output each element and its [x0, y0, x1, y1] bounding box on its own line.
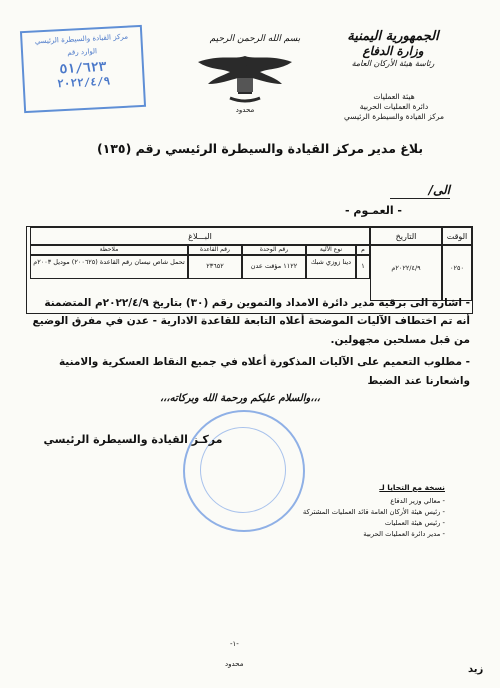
cc-heading: نسخة مع التحايا لـ	[379, 483, 445, 492]
col-vehicle: نوع الآلية	[306, 245, 356, 255]
classification-top: محدود	[235, 106, 255, 114]
row-unit: ١١٢٢ مؤقت عدن	[242, 255, 306, 279]
incoming-stamp	[20, 25, 146, 113]
cc-list	[255, 496, 445, 540]
cc-item-text: رئيس هيئة الأركان العامة قائد العمليات المشتركة	[302, 507, 441, 516]
row-vehicle: دينا زوزي شبك	[306, 255, 356, 279]
cc-item-text: معالي وزير الدفاع	[390, 497, 441, 505]
cc-item-text: مدير دائرة العمليات الحربية	[363, 529, 441, 538]
eagle-emblem-icon	[190, 48, 300, 104]
col-note: ملاحظة	[30, 245, 188, 255]
staff-name: رئاسة هيئة الأركان العامة	[351, 58, 435, 68]
stamp-number: ٥١/٦٢٣	[59, 59, 107, 78]
ministry-name: وزارة الدفاع	[362, 43, 424, 58]
recipient: - العمـوم -	[344, 204, 402, 217]
signature-title: مركـز القيادة والسيطرة الرئيسي	[43, 433, 223, 446]
cell-time: ٠٢٥٠	[442, 245, 472, 301]
stamp-org: مركز القيادة والسيطرة الرئيسي	[34, 32, 129, 46]
cell-date: ٢٠٢٢/٤/٩م	[370, 245, 442, 301]
body-paragraph-1: - اشارة الى برقية مدير دائرة الامداد والتموين رقم (٣٠) بتاريخ ٢٠٢٢/٤/٩م المتضمنة أنه تم اختطاف الآليات الموضحة أعلاه التابعة للقاعدة الادارية - عدن في مفرق الوضيع من قبل مسلحين مجهولين.	[32, 297, 470, 346]
cc-item: - معالي وزير الدفاع	[390, 497, 445, 505]
classification-bottom: محدود	[225, 660, 244, 668]
stamp-label: الوارد رقم	[67, 47, 98, 58]
department-line-2: دائرة العمليات الحربية	[359, 102, 429, 112]
to-label-text: الى	[433, 183, 450, 197]
stamp-date: ٢٠٢٢/٤/٩	[56, 74, 111, 91]
cc-item-text: رئيس هيئة العمليات	[384, 518, 441, 527]
to-underline	[390, 198, 450, 199]
page-number: -١-	[230, 640, 239, 648]
header-time: الوقت	[442, 227, 472, 245]
cc-item: - رئيس هيئة العمليات	[384, 518, 445, 527]
to-label: الى/	[428, 183, 450, 197]
row-note: تحمل شاص نيسان رقم القاعدة (٢٠٠٦٢٥) موديل ٢٠٠٣م	[30, 255, 188, 279]
department-block	[314, 92, 474, 122]
body-paragraph-2: - مطلوب التعميم على الآليات المذكورة أعلاه في جميع النقاط العسكرية والامنية واشعارنا عند الضبط	[58, 356, 470, 387]
cc-item: - رئيس هيئة الأركان العامة قائد العمليات المشتركة	[302, 507, 445, 516]
col-unit: رقم الوحدة	[242, 245, 306, 255]
bismillah: بسم الله الرحمن الرحيم	[209, 34, 301, 44]
header-report: البـــلاغ	[30, 227, 370, 245]
department-line-1: هيئة العمليات	[373, 92, 415, 101]
col-no: م	[356, 245, 370, 255]
document-title: بلاغ مدير مركز القيادة والسيطرة الرئيسي رقم (١٣٥)	[96, 141, 424, 156]
col-base: رقم القاعدة	[188, 245, 242, 255]
cc-item: - مدير دائرة العمليات الحربية	[363, 529, 445, 538]
republic-name: الجمهورية اليمنية	[347, 29, 439, 44]
recipient-text: العمـوم	[353, 204, 394, 217]
document-body	[30, 294, 470, 390]
closing-text: والسلام عليكم ورحمة الله وبركاته	[169, 393, 311, 404]
header-date: التاريخ	[370, 227, 442, 245]
closing: ،،،والسلام عليكم ورحمة الله وبركاته،،،	[159, 393, 321, 404]
row-base: ٢٣٦٥٢	[188, 255, 242, 279]
typist-initials: زيد	[468, 664, 484, 675]
row-no: ١	[356, 255, 370, 279]
letterhead	[308, 30, 478, 68]
department-line-3: مركز القيادة والسيطرة الرئيسي	[344, 112, 444, 122]
